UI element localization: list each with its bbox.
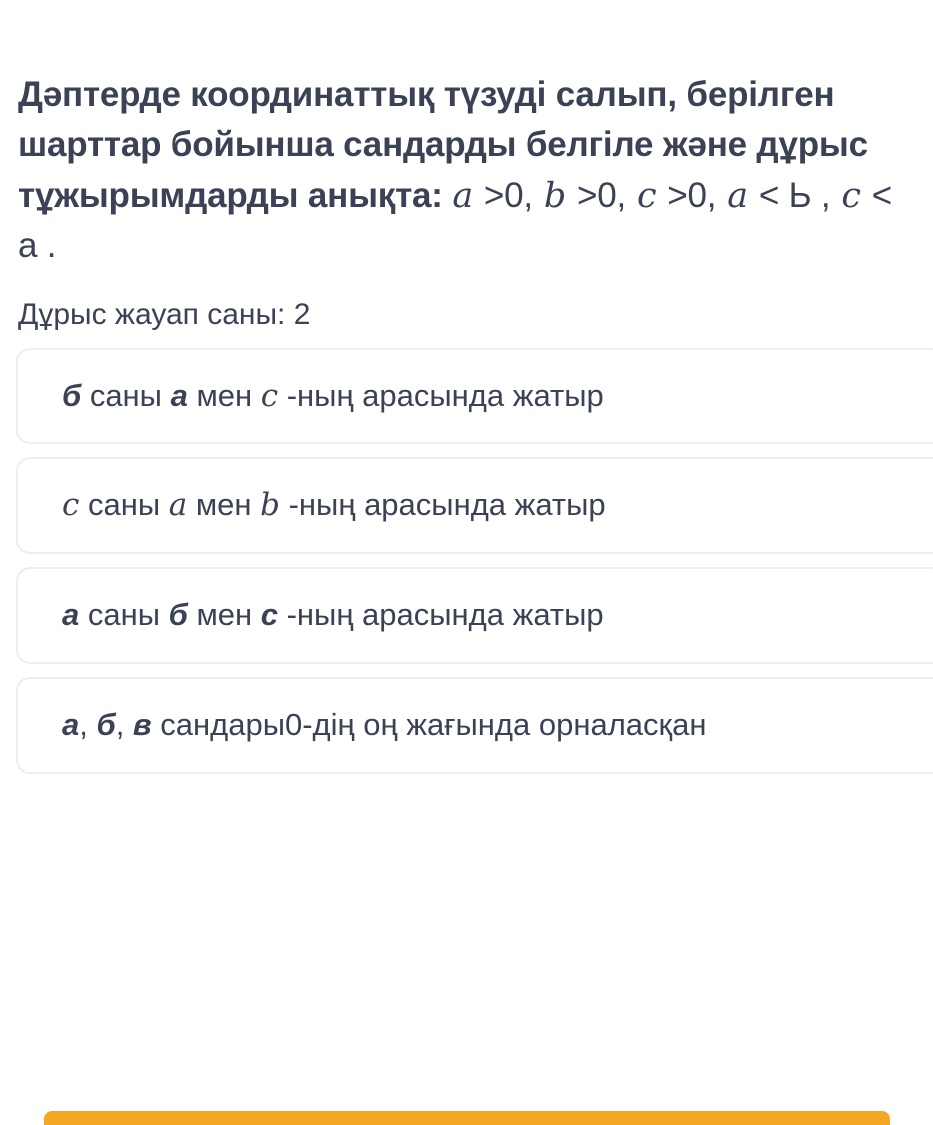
option-1-part-4: мен xyxy=(187,377,261,413)
option-1-part-6: -ның арасында жатыр xyxy=(278,377,604,413)
question-lead: Дәптерде координаттық түзуді салып, берілген шарттар бойынша сандарды белгіле және дұрыс тұжырымдарды анықта: xyxy=(18,75,868,215)
option-4-part-3: б xyxy=(96,707,116,743)
option-2-part-1: c xyxy=(62,487,80,524)
option-1-part-3: a xyxy=(170,377,188,413)
option-1-part-2: саны xyxy=(81,377,171,413)
option-3-part-5: c xyxy=(260,597,278,633)
option-3[interactable] xyxy=(16,567,933,664)
option-4-part-5: в xyxy=(132,707,152,743)
option-3-part-1: a xyxy=(62,597,80,633)
option-2-part-4: мен xyxy=(187,487,261,523)
condition-rest-4: < Ь , xyxy=(758,175,831,215)
question-text xyxy=(0,70,933,272)
option-3-part-3: б xyxy=(168,597,188,633)
option-4-part-1: a xyxy=(62,707,80,743)
condition-variable-2: b xyxy=(532,175,577,216)
option-2-part-2: саны xyxy=(79,487,169,523)
condition-rest-3: >0, xyxy=(667,175,717,215)
option-1-part-1: б xyxy=(62,377,82,413)
options-list xyxy=(0,348,933,775)
option-1-part-5: c xyxy=(260,377,279,414)
option-2-part-6: -ның арасында жатыр xyxy=(280,487,606,523)
option-4-part-2: , xyxy=(79,707,97,743)
condition-rest-2: >0, xyxy=(577,175,627,215)
option-4-part-4: , xyxy=(115,707,133,743)
condition-variable-3: c xyxy=(626,175,668,216)
option-4-part-6: сандары0-дің оң жағында орналасқан xyxy=(151,707,707,743)
option-3-part-2: саны xyxy=(79,597,169,633)
condition-variable-5: c xyxy=(830,175,872,216)
option-2-part-3: a xyxy=(168,487,188,524)
option-3-part-6: -ның арасында жатыр xyxy=(277,597,604,633)
condition-rest-5: < a . xyxy=(18,175,892,266)
answer-count-label: Дұрыс жауап саны: 2 xyxy=(18,297,311,331)
option-2[interactable] xyxy=(16,457,933,554)
option-3-part-4: мен xyxy=(187,597,261,633)
condition-rest-1: >0, xyxy=(483,175,533,215)
option-1[interactable] xyxy=(16,348,933,445)
option-4[interactable] xyxy=(16,677,933,774)
option-2-part-5: b xyxy=(260,487,280,524)
condition-variable-4: a xyxy=(716,175,759,216)
bottom-accent-bar xyxy=(44,1111,890,1125)
condition-variable-1: a xyxy=(452,175,484,216)
